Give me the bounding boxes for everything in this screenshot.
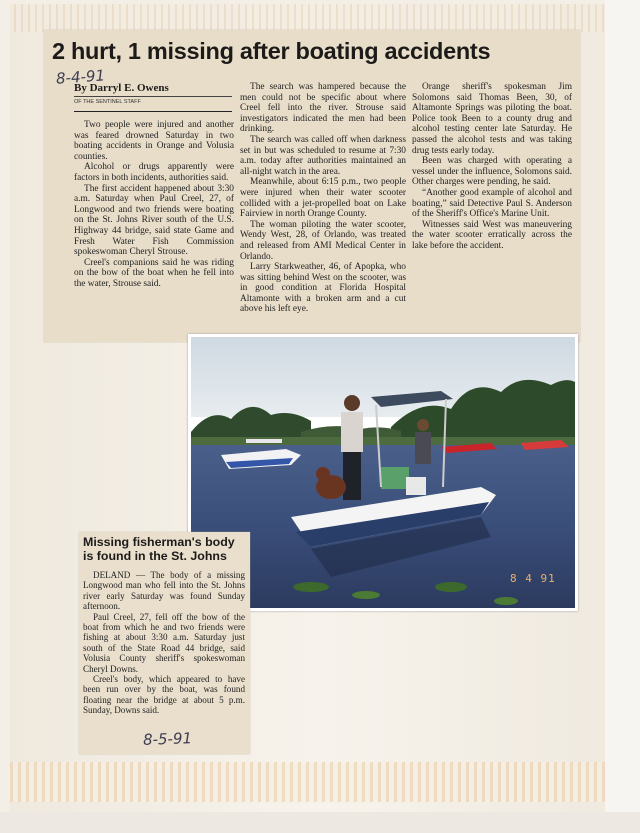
paragraph: Creel's companions said he was riding on the bow of the boat when he fell into the water, Strouse said.: [74, 257, 234, 289]
paragraph: Witnesses said West was maneuvering the water scooter erratically across the lake before the accident.: [412, 219, 572, 251]
paragraph: Creel's body, which appeared to have been run over by the boat, was found floating near the bridge at about 5 p.m. Sunday, Downs said.: [83, 674, 245, 716]
paragraph: The search was hampered because the men could not be specific about where Creel fell into the river. Strouse said investigators indicated the men had been drinking.: [240, 82, 406, 135]
paragraph: The woman piloting the water scooter, Wendy West, 28, of Orlando, was treated and released from AMI Medical Center in Orlando.: [240, 219, 406, 262]
paragraph: “Another good example of alcohol and boating,” said Detective Paul S. Anderson of the Sheriff's Office's Marine Unit.: [412, 187, 572, 220]
bottom-stripes: [10, 762, 610, 802]
paragraph: Two people were injured and another was feared drowned Saturday in two boating accidents in Orange and Volusia counties.: [74, 120, 234, 162]
paragraph: Orange sheriff's spokesman Jim Solomons said Thomas Been, 30, of Altamonte Springs was piloting the boat. Police took Been to a county drug and alcohol testing center late Saturday. He passed the alcohol tests and was taking drug tests early today.: [412, 82, 572, 156]
paragraph: Alcohol or drugs apparently were factors in both incidents, authorities said.: [74, 162, 234, 183]
article-body: [83, 570, 245, 716]
paragraph: Larry Starkweather, 46, of Apopka, who was sitting behind West on the scooter, was in good condition at Florida Hospital Altamonte with a broken arm and a cut above his left eye.: [240, 262, 406, 315]
page-bottom-edge: [0, 812, 640, 833]
background-stripes: [14, 4, 624, 32]
page-edge: [605, 0, 640, 833]
article-headline: Missing fisherman's body is found in the St. Johns: [83, 535, 235, 563]
paragraph: The first accident happened about 3:30 a.m. Saturday when Paul Creel, 27, of Longwood and two friends were boating on the St. Johns River south of the U.S. Highway 44 bridge, said state Game and Fresh Water Fish Commission spokeswoman Cheryl Strouse.: [74, 183, 234, 258]
byline-rule: [74, 111, 232, 112]
paragraph: DELAND — The body of a missing Longwood man who fell into the St. Johns river early Saturday was found Sunday afternoon.: [83, 570, 245, 612]
article-column-1: [74, 120, 234, 290]
handwritten-date: 8-5-91: [142, 729, 193, 749]
paragraph: Paul Creel, 27, fell off the bow of the boat from which he and two friends were fishing at about 3:30 a.m. Saturday just south of the State Road 44 bridge, said Volusia County sheriff's spokeswoman Cheryl Downs.: [83, 611, 245, 674]
paragraph: Been was charged with operating a vessel under the influence, Solomons said. Other charges were pending, he said.: [412, 156, 572, 188]
article-headline: 2 hurt, 1 missing after boating accidents: [52, 38, 491, 64]
staff-label: OF THE SENTINEL STAFF: [74, 96, 232, 105]
article-column-2: [240, 82, 406, 315]
photo-date-stamp: 8 4 91: [510, 572, 556, 585]
paragraph: The search was called off when darkness set in but was scheduled to resume at 7:30 a.m. today after authorities maintained an all-night watch in the area.: [240, 134, 406, 177]
news-clipping-missing-fisherman: [79, 532, 250, 754]
handwritten-date: 8-4-91: [55, 66, 106, 88]
paragraph: Meanwhile, about 6:15 p.m., two people were injured when their water scooter collided with a jet-propelled boat on Lake Fairview in north Orange County.: [240, 177, 406, 220]
article-column-3: [412, 82, 572, 252]
byline: By Darryl E. Owens: [74, 82, 169, 94]
news-clipping-boating-accidents: [44, 30, 580, 342]
